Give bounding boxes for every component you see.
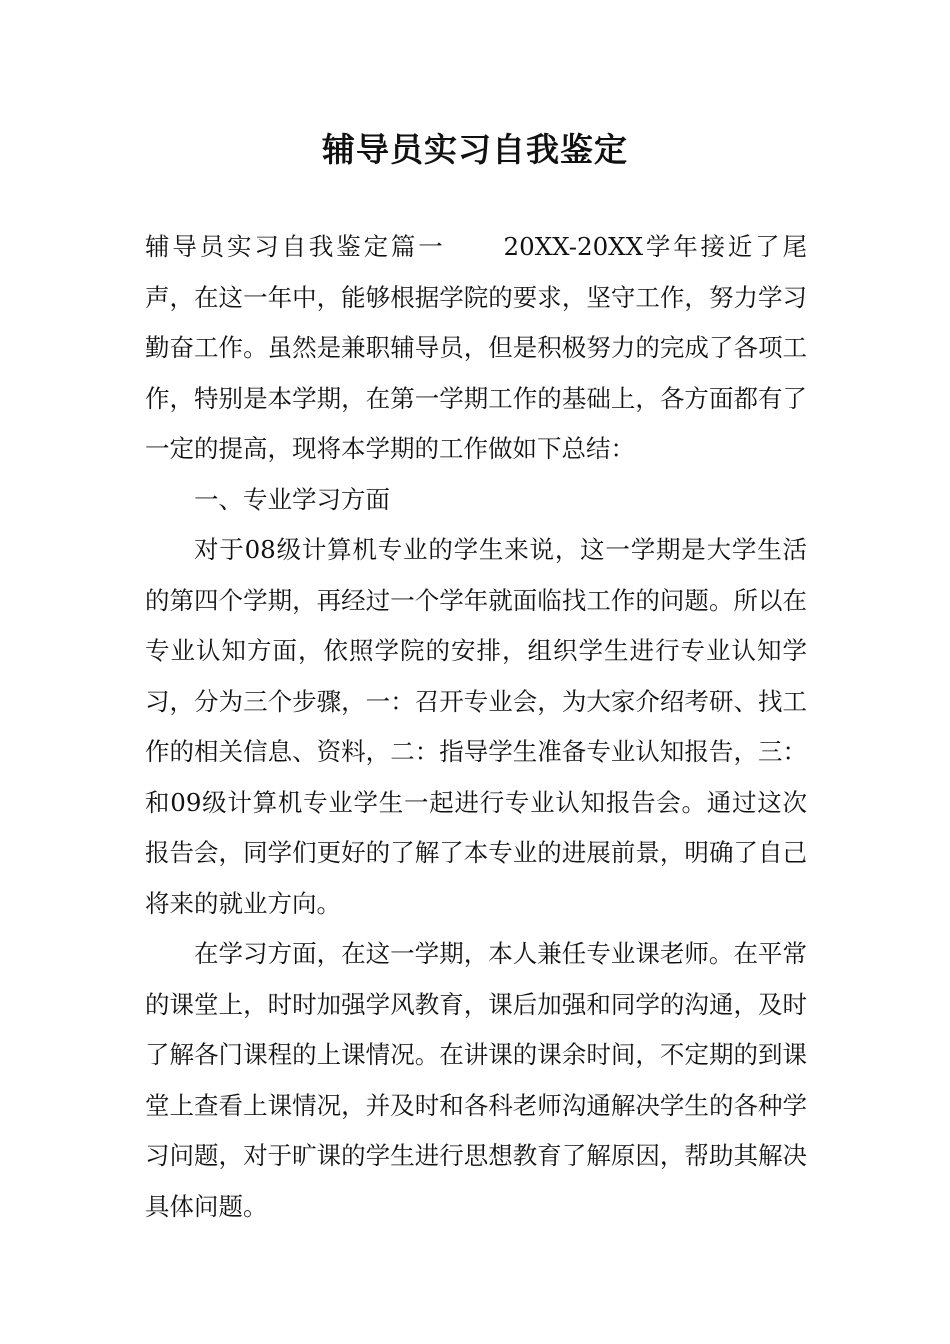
intro-label: 辅导员实习自我鉴定篇一 [145, 232, 446, 261]
section-heading: 一、专业学习方面 [194, 484, 390, 514]
document-body [145, 222, 807, 1232]
body-paragraph-2: 在学习方面，在这一学期，本人兼任专业课老师。在平常的课堂上，时时加强学风教育，课后加强和同学的沟通，及时了解各门课程的上课情况。在讲课的课余时间，不定期的到课堂上查看上课情况，并及时和各科老师沟通解决学生的各种学习问题，对于旷课的学生进行思想教育了解原因，帮助其解决具体问题。 [145, 939, 807, 1221]
document-title: 辅导员实习自我鉴定 [322, 130, 628, 169]
intro-paragraph [145, 222, 807, 475]
intro-text: 20XX-20XX学年接近了尾声，在这一年中，能够根据学院的要求，坚守工作，努力学习勤奋工作。虽然是兼职辅导员，但是积极努力的完成了各项工作，特别是本学期，在第一学期工作的基础上，各方面都有了一定的提高，现将本学期的工作做如下总结： [145, 232, 807, 463]
body-paragraph-1: 对于08级计算机专业的学生来说，这一学期是大学生活的第四个学期，再经过一个学年就面临找工作的问题。所以在专业认知方面，依照学院的安排，组织学生进行专业认知学习，分为三个步骤，一：召开专业会，为大家介绍考研、找工作的相关信息、资料，二：指导学生准备专业认知报告，三：和09级计算机专业学生一起进行专业认知报告会。通过这次报告会，同学们更好的了解了本专业的进展前景，明确了自己将来的就业方向。 [145, 535, 807, 918]
